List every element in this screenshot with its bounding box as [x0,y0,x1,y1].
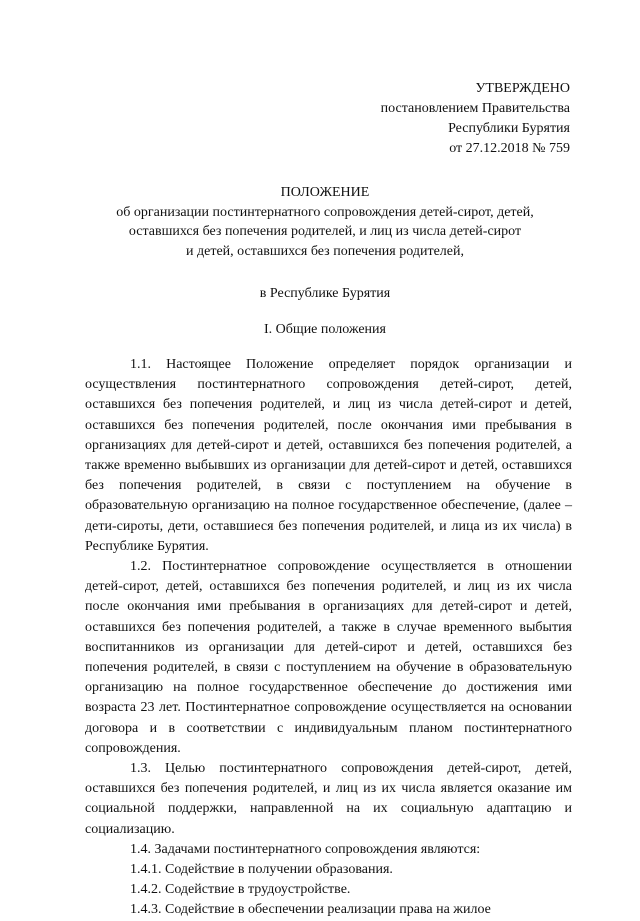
approval-line-4: от 27.12.2018 № 759 [449,141,570,156]
title-line-1: об организации постинтернатного сопровождения детей-сирот, детей, [116,204,534,220]
paragraph-1-4: 1.4. Задачами постинтернатного сопровождения являются: [130,841,481,857]
paragraph-1-4-3: 1.4.3. Содействие в обеспечении реализации права на жилое [130,902,491,918]
approval-line-1: УТВЕРЖДЕНО [475,81,570,96]
document-title [60,183,590,304]
approval-line-3: Республики Бурятия [448,121,570,136]
title-line-3: и детей, оставшихся без попечения родителей, [186,243,464,259]
approval-stamp [381,79,570,159]
paragraph-1-3: 1.3. Целью постинтернатного сопровождения детей-сирот, детей, оставшихся без попечения родителей, и лиц из их числа является оказание им социальной поддержки, направленной на их социальную адаптацию и социализацию. [85,761,572,837]
approval-line-2: постановлением Правительства [380,101,570,116]
paragraph-1-2: 1.2. Постинтернатное сопровождение осуществляется в отношении детей-сирот, детей, оставшихся без попечения родителей, и лиц из их числа после окончания ими пребывания в организациях для детей-сирот и детей, оставшихся без попечения родителей, а также в случае временного выбытия воспитанников из организации для детей-сирот и детей, оставшихся без попечения родителей, в связи с поступлением на обучение в образовательную организацию на полное государственное обеспечение до достижения ими возраста 23 лет. Постинтернатное сопровождение осуществляется на основании договора и в соответствии с индивидуальным планом постинтернатного сопровождения. [85,559,572,756]
title-heading: ПОЛОЖЕНИЕ [280,185,370,200]
document-body [85,355,572,921]
title-line-2: оставшихся без попечения родителей, и лиц из числа детей-сирот [128,224,522,239]
paragraph-1-4-2: 1.4.2. Содействие в трудоустройстве. [130,882,351,898]
section-title: I. Общие положения [264,322,386,337]
paragraph-1-1: 1.1. Настоящее Положение определяет порядок организации и осуществления постинтернатного сопровождения детей-сирот, детей, оставшихся без попечения родителей, и лиц из числа детей-сирот и детей, оставшихся без попечения родителей, после окончания ими пребывания в организациях для детей-сирот и детей, оставшихся без попечения родителей, а также временно выбывших из организации для детей-сирот и детей, оставшихся без попечения родителей, в связи с поступлением на обучение в образовательную организацию на полное государственное обеспечение, (далее – дети-сироты, дети, оставшиеся без попечения родителей, и лица из их числа) в Республике Бурятия. [85,357,572,554]
paragraph-1-4-1: 1.4.1. Содействие в получении образования. [130,862,393,878]
title-region: в Республике Бурятия [259,286,391,301]
